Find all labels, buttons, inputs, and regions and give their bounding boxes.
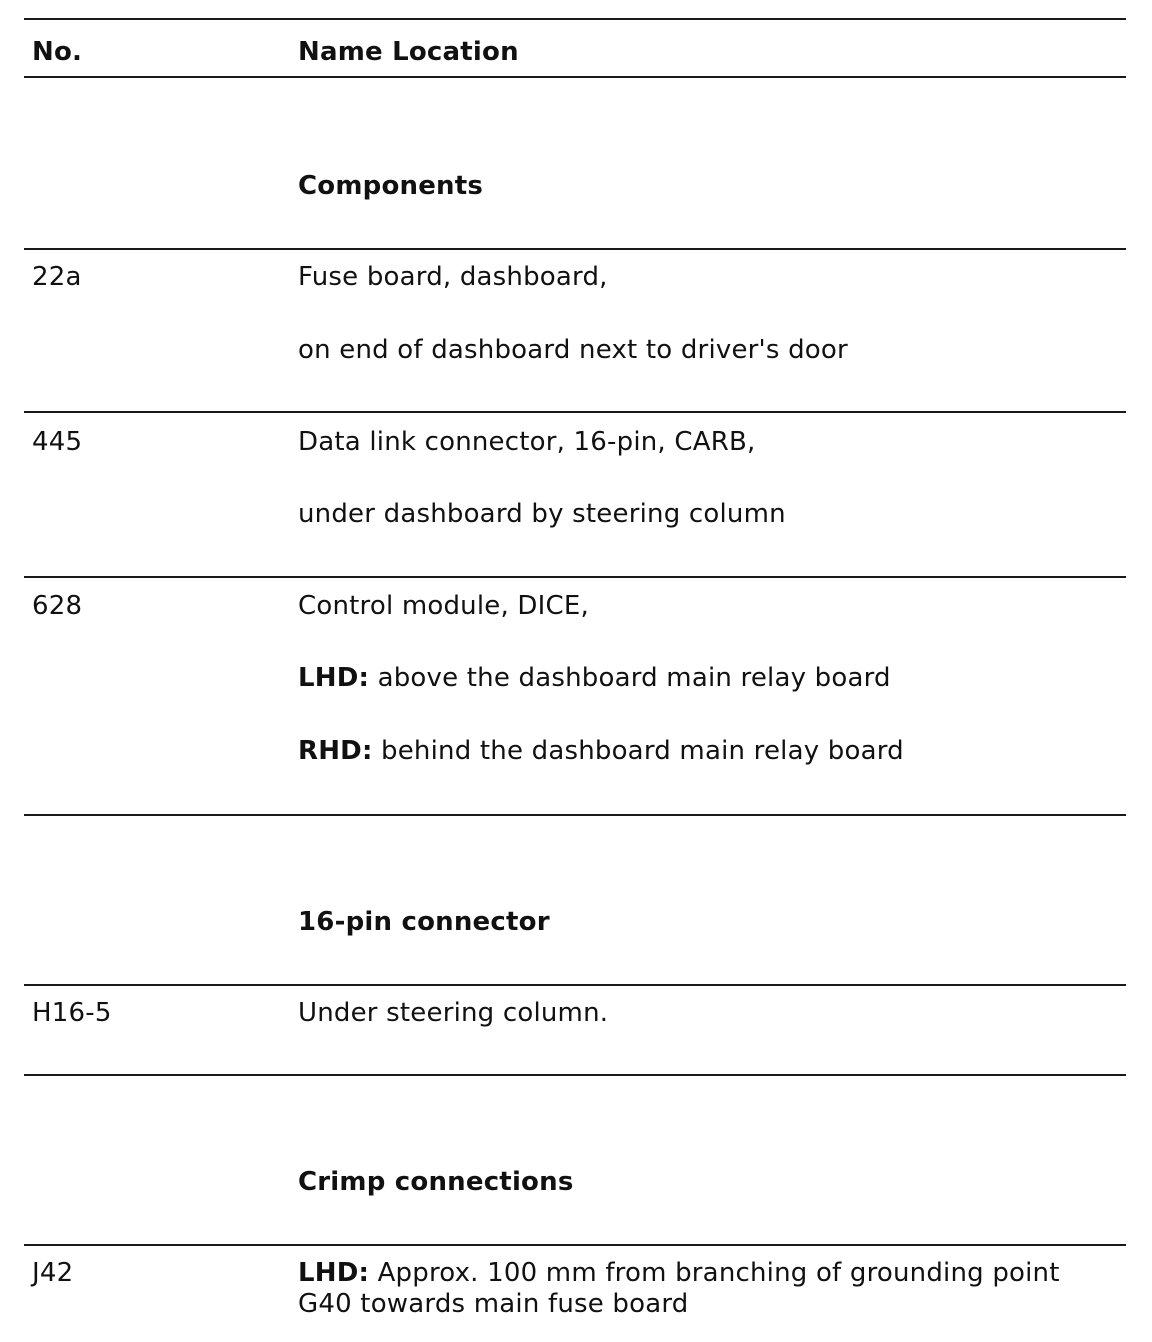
lhd-label: LHD: (298, 1258, 370, 1288)
row-line: Data link connector, 16-pin, CARB, (298, 427, 756, 457)
header-no: No. (32, 37, 83, 67)
row-no: H16-5 (32, 998, 112, 1028)
row-divider (24, 984, 1126, 986)
row-line (298, 736, 904, 766)
section-title-crimp-connections: Crimp connections (298, 1167, 574, 1197)
row-divider (24, 576, 1126, 578)
row-line (298, 1258, 1060, 1288)
row-divider (24, 411, 1126, 413)
row-no: J42 (32, 1258, 74, 1288)
lhd-label: LHD: (298, 663, 370, 693)
rhd-label: RHD: (298, 736, 373, 766)
row-line: under dashboard by steering column (298, 499, 786, 529)
row-line: G40 towards main fuse board (298, 1289, 689, 1319)
row-line: Fuse board, dashboard, (298, 262, 608, 292)
row-divider (24, 1074, 1126, 1076)
row-divider (24, 814, 1126, 816)
table-top-rule (24, 18, 1126, 20)
row-line-text: behind the dashboard main relay board (372, 736, 904, 766)
row-line-text: Approx. 100 mm from branching of grounding point (369, 1258, 1060, 1288)
row-divider (24, 248, 1126, 250)
header-name-location: Name Location (298, 37, 519, 67)
row-line (298, 663, 891, 693)
row-line: Control module, DICE, (298, 591, 589, 621)
row-divider (24, 1244, 1126, 1246)
section-title-16-pin-connector: 16-pin connector (298, 907, 550, 937)
row-no: 445 (32, 427, 83, 457)
row-line-text: above the dashboard main relay board (369, 663, 891, 693)
row-line: Under steering column. (298, 998, 609, 1028)
row-no: 22a (32, 262, 82, 292)
row-no: 628 (32, 591, 83, 621)
row-line: on end of dashboard next to driver's door (298, 335, 848, 365)
section-title-components: Components (298, 171, 484, 201)
header-bottom-rule (24, 76, 1126, 78)
